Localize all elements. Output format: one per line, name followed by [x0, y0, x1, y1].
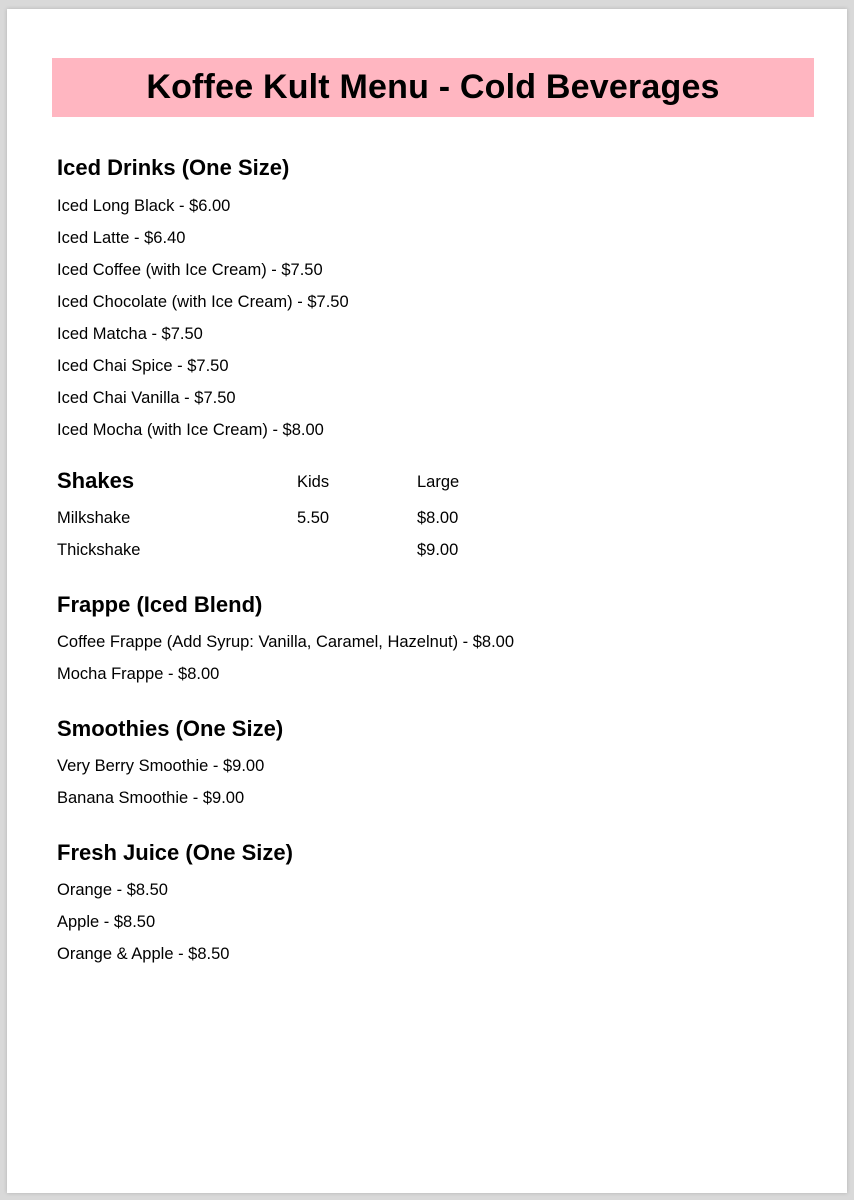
menu-item: Iced Long Black - $6.00	[57, 197, 231, 215]
section-heading-shakes: Shakes	[57, 468, 135, 493]
title-banner	[52, 58, 814, 117]
menu-item: Iced Chai Vanilla - $7.50	[57, 389, 236, 407]
shake-row-large-price: $8.00	[417, 509, 459, 527]
column-header-kids: Kids	[297, 473, 330, 491]
shake-row-name: Milkshake	[57, 509, 131, 527]
menu-item: Orange - $8.50	[57, 881, 168, 899]
menu-item: Iced Mocha (with Ice Cream) - $8.00	[57, 421, 324, 439]
column-header-large: Large	[417, 473, 460, 491]
section-heading-iced: Iced Drinks (One Size)	[57, 155, 290, 180]
menu-item: Iced Chocolate (with Ice Cream) - $7.50	[57, 293, 349, 311]
menu-item: Apple - $8.50	[57, 913, 156, 931]
menu-item: Orange & Apple - $8.50	[57, 945, 230, 963]
menu-item: Iced Matcha - $7.50	[57, 325, 203, 343]
shake-row-name: Thickshake	[57, 541, 141, 559]
section-heading-smoothies: Smoothies (One Size)	[57, 716, 284, 741]
shake-row-kids-price: 5.50	[297, 509, 330, 527]
menu-item: Coffee Frappe (Add Syrup: Vanilla, Caramel, Hazelnut) - $8.00	[57, 633, 515, 651]
page-title: Koffee Kult Menu - Cold Beverages	[146, 68, 720, 106]
menu-item: Banana Smoothie - $9.00	[57, 789, 245, 807]
menu-item: Mocha Frappe - $8.00	[57, 665, 220, 683]
menu-item: Very Berry Smoothie - $9.00	[57, 757, 265, 775]
shake-row-large-price: $9.00	[417, 541, 459, 559]
menu-item: Iced Coffee (with Ice Cream) - $7.50	[57, 261, 323, 279]
menu-page	[7, 9, 847, 1193]
section-heading-frappe: Frappe (Iced Blend)	[57, 592, 263, 617]
menu-item: Iced Chai Spice - $7.50	[57, 357, 229, 375]
section-heading-juice: Fresh Juice (One Size)	[57, 840, 293, 865]
menu-item: Iced Latte - $6.40	[57, 229, 186, 247]
